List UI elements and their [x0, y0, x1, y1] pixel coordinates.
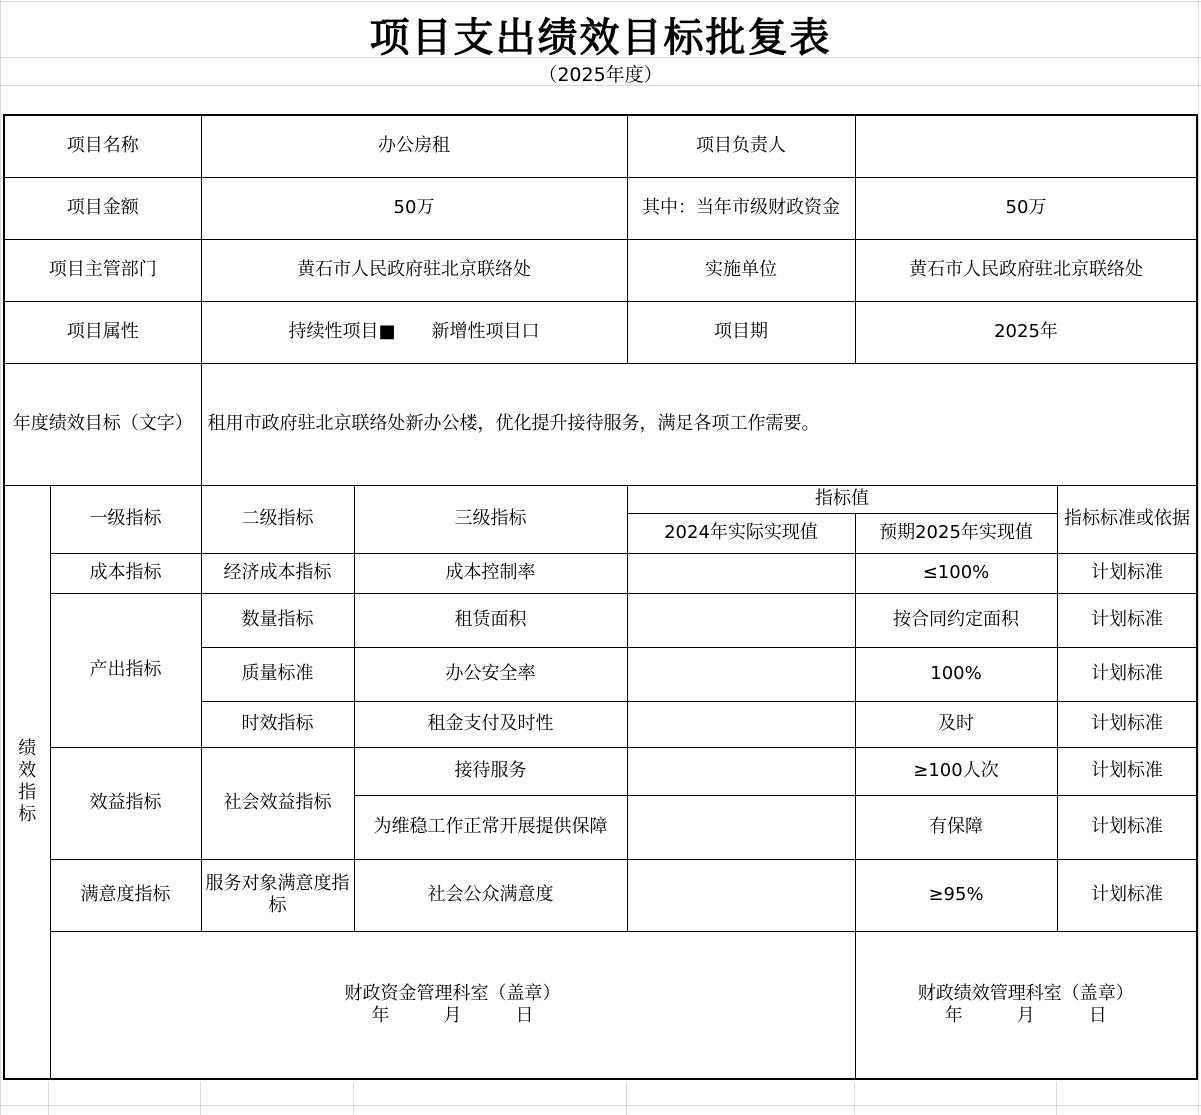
- level2-cell: 经济成本指标: [201, 553, 354, 593]
- attr-value: 持续性项目■ 新增性项目口: [201, 301, 627, 363]
- period-value: 2025年: [855, 301, 1197, 363]
- gridline: [1198, 0, 1199, 1115]
- city-fund-label: 其中：当年市级财政资金: [627, 177, 855, 239]
- page-subtitle: （2025年度）: [538, 64, 663, 86]
- performance-office-name: 财政绩效管理科室（盖章）: [917, 982, 1134, 1004]
- level3-cell: 接待服务: [354, 747, 627, 795]
- basis-cell: 计划标准: [1057, 553, 1197, 593]
- value-2024-cell: [627, 859, 855, 931]
- level3-cell: 社会公众满意度: [354, 859, 627, 931]
- level2-cell: 数量指标: [201, 593, 354, 647]
- level2-cell: 服务对象满意度指标: [201, 859, 354, 931]
- value-2025-cell: 按合同约定面积: [855, 593, 1057, 647]
- value-2025-cell: ≤100%: [855, 553, 1057, 593]
- gridline: [353, 1082, 354, 1115]
- level3-cell: 为维稳工作正常开展提供保障: [354, 795, 627, 859]
- value-2025-cell: 有保障: [855, 795, 1057, 859]
- value-2024-cell: [627, 553, 855, 593]
- value-2025-cell: ≥95%: [855, 859, 1057, 931]
- gridline: [626, 1082, 627, 1115]
- level1-cost: 成本指标: [50, 553, 201, 593]
- basis-cell: 计划标准: [1057, 747, 1197, 795]
- performance-office-date: 年 月 日: [944, 1004, 1107, 1026]
- amount-label: 项目金额: [4, 177, 201, 239]
- leader-label: 项目负责人: [627, 115, 855, 177]
- project-name-label: 项目名称: [4, 115, 201, 177]
- header-level1: 一级指标: [50, 485, 201, 553]
- impl-label: 实施单位: [627, 239, 855, 301]
- level3-cell: 成本控制率: [354, 553, 627, 593]
- header-basis: 指标标准或依据: [1057, 485, 1197, 553]
- goal-text: 租用市政府驻北京联络处新办公楼，优化提升接待服务，满足各项工作需要。: [201, 363, 1197, 485]
- table-row: [4, 553, 1197, 593]
- fund-office-signature: [50, 931, 855, 1079]
- attr-label: 项目属性: [4, 301, 201, 363]
- gridline: [48, 1082, 49, 1115]
- amount-value: 50万: [201, 177, 627, 239]
- value-2025-cell: ≥100人次: [855, 747, 1057, 795]
- performance-office-signature: [855, 931, 1197, 1079]
- period-label: 项目期: [627, 301, 855, 363]
- gridline: [0, 1105, 1201, 1106]
- project-name-value: 办公房租: [201, 115, 627, 177]
- page-title: 项目支出绩效目标批复表: [369, 15, 832, 61]
- header-level3: 三级指标: [354, 485, 627, 553]
- value-2025-cell: 100%: [855, 647, 1057, 701]
- leader-value: [855, 115, 1197, 177]
- table-row: [4, 593, 1197, 647]
- basis-cell: 计划标准: [1057, 593, 1197, 647]
- level2-cell: 质量标准: [201, 647, 354, 701]
- value-2024-cell: [627, 647, 855, 701]
- level1-benefit: 效益指标: [50, 747, 201, 859]
- level3-cell: 租金支付及时性: [354, 701, 627, 747]
- level2-cell: 社会效益指标: [201, 747, 354, 859]
- basis-cell: 计划标准: [1057, 795, 1197, 859]
- gridline: [0, 0, 1, 1115]
- level1-output: 产出指标: [50, 593, 201, 747]
- gridline: [200, 1082, 201, 1115]
- header-2024: 2024年实际实现值: [627, 513, 855, 553]
- fund-office-date: 年 月 日: [371, 1004, 534, 1026]
- level1-satisfaction: 满意度指标: [50, 859, 201, 931]
- city-fund-value: 50万: [855, 177, 1197, 239]
- level2-cell: 时效指标: [201, 701, 354, 747]
- level3-cell: 办公安全率: [354, 647, 627, 701]
- indicator-group-text: 绩效指标: [18, 737, 37, 825]
- dept-value: 黄石市人民政府驻北京联络处: [201, 239, 627, 301]
- dept-label: 项目主管部门: [4, 239, 201, 301]
- header-2025: 预期2025年实现值: [855, 513, 1057, 553]
- goal-label: 年度绩效目标（文字）: [4, 363, 201, 485]
- impl-value: 黄石市人民政府驻北京联络处: [855, 239, 1197, 301]
- gridline: [0, 1, 1201, 2]
- approval-table: [3, 114, 1198, 1080]
- table-row: [4, 859, 1197, 931]
- basis-cell: 计划标准: [1057, 701, 1197, 747]
- value-2025-cell: 及时: [855, 701, 1057, 747]
- level3-cell: 租赁面积: [354, 593, 627, 647]
- fund-office-name: 财政资金管理科室（盖章）: [344, 982, 561, 1004]
- gridline: [854, 1082, 855, 1115]
- gridline: [1056, 1082, 1057, 1115]
- header-value: 指标值: [627, 485, 1057, 513]
- header-level2: 二级指标: [201, 485, 354, 553]
- value-2024-cell: [627, 593, 855, 647]
- basis-cell: 计划标准: [1057, 859, 1197, 931]
- value-2024-cell: [627, 795, 855, 859]
- value-2024-cell: [627, 747, 855, 795]
- indicator-group-label: [4, 485, 50, 1079]
- value-2024-cell: [627, 701, 855, 747]
- basis-cell: 计划标准: [1057, 647, 1197, 701]
- table-row: [4, 747, 1197, 795]
